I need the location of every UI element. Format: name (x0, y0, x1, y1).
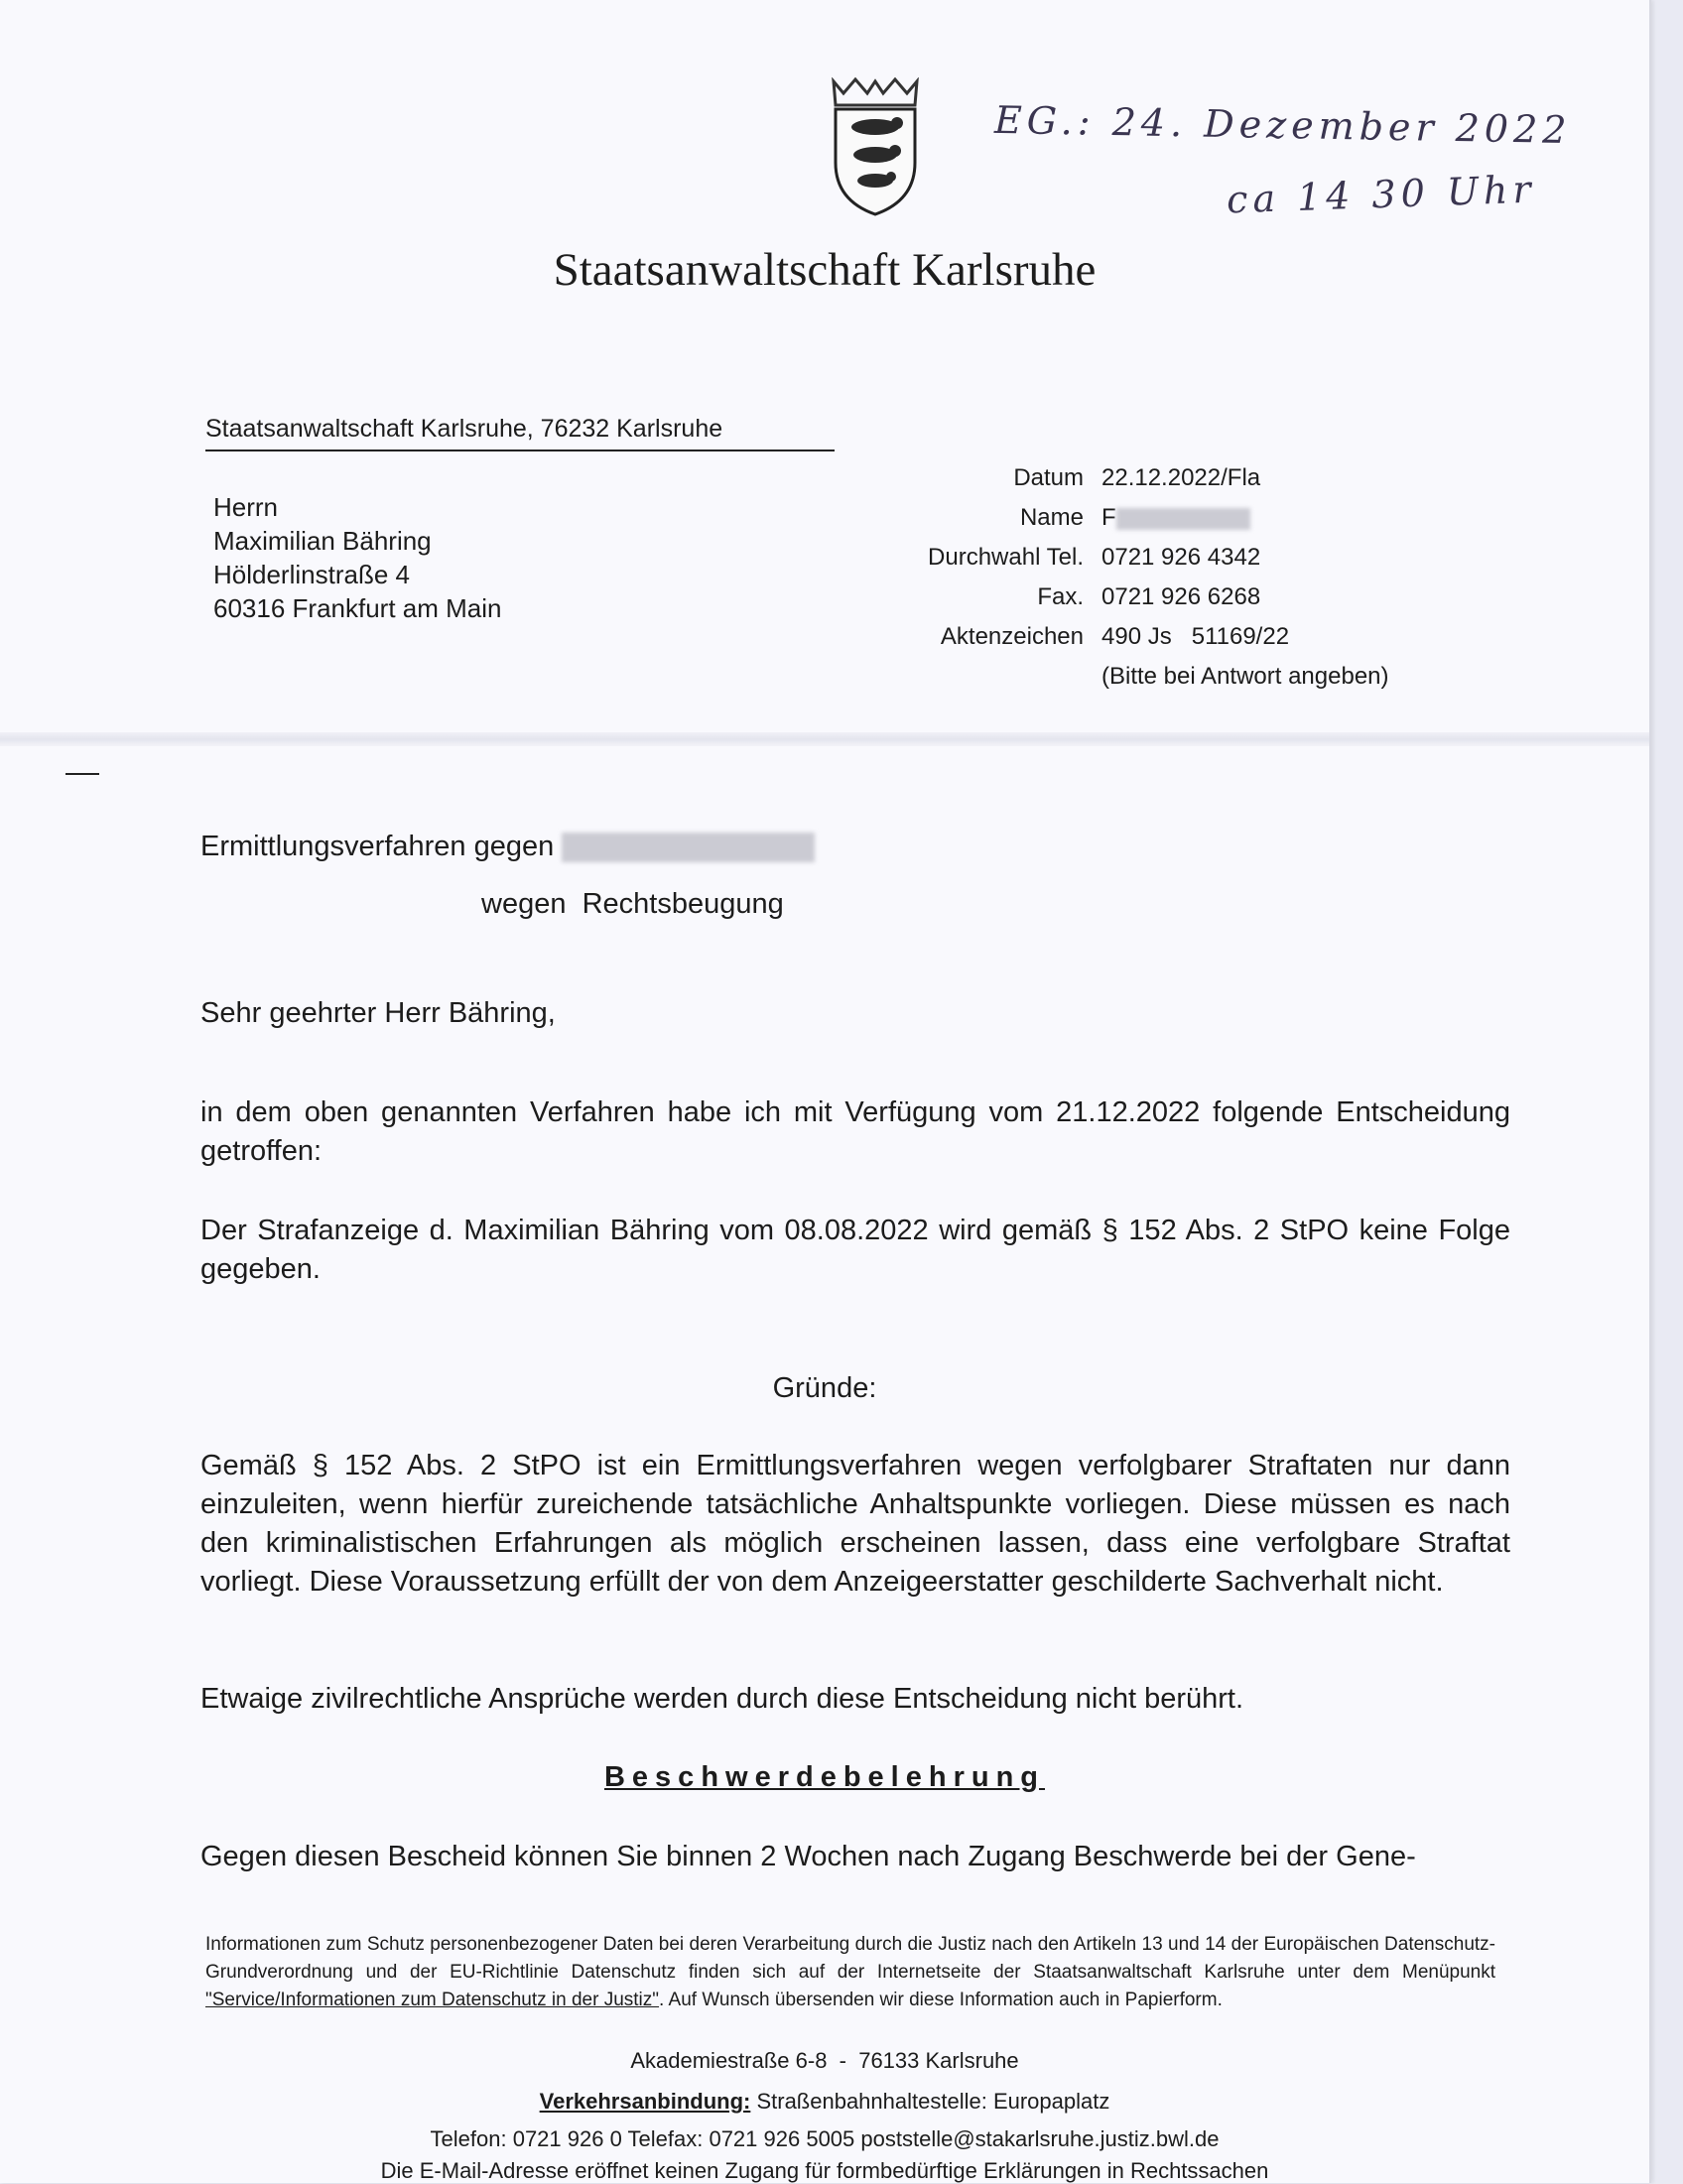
az-value: 490 Js 51169/22 (1101, 623, 1290, 650)
sender-return-address: Staatsanwaltschaft Karlsruhe, 76232 Karlsruhe (205, 415, 835, 451)
tel-value: 0721 926 4342 (1101, 544, 1261, 571)
name-value (1101, 498, 1389, 538)
fold-mark (65, 773, 99, 775)
subject-text: Ermittlungsverfahren gegen (200, 831, 555, 862)
privacy-link: "Service/Informationen zum Datenschutz in der Justiz" (205, 1990, 660, 2010)
az-label: Aktenzeichen (940, 623, 1084, 650)
paragraph-civil-claims: Etwaige zivilrechtliche Ansprüche werden durch diese Entscheidung nicht berührt. (200, 1683, 1244, 1715)
transport-label: Verkehrsanbindung: (539, 2089, 751, 2114)
name-label: Name (1019, 504, 1084, 531)
name-prefix: F (1101, 504, 1116, 531)
section-heading-appeal: Beschwerdebelehrung (603, 1761, 1046, 1793)
coat-of-arms-icon (826, 77, 925, 216)
paragraph-reasons: Gemäß § 152 Abs. 2 StPO ist ein Ermittlungsverfahren wegen verfolgbarer Straftaten nur dann einzuleiten, wenn hierfür zureichende tatsächliche Anhaltspunkte vorliegen. Diese müssen es nach den kriminalistischen Erfahrungen als möglich erscheinen lassen, dass eine verfolgbare Straftat vorliegt. Diese Voraussetzung erfüllt der von dem Anzeigeerstatter geschilderte Sachverhalt nicht. (200, 1450, 1510, 1598)
paragraph-decision: Der Strafanzeige d. Maximilian Bähring vom 08.08.2022 wird gemäß § 152 Abs. 2 StPO keine Folge gegeben. (200, 1215, 1510, 1285)
subject-offense: wegen Rechtsbeugung (481, 888, 784, 920)
section-heading-gruende: Gründe: (772, 1372, 877, 1404)
datum-label: Datum (1013, 464, 1084, 491)
paper-fold (0, 732, 1649, 746)
paragraph-appeal: Gegen diesen Bescheid können Sie binnen 2 Wochen nach Zugang Beschwerde bei der Gene- (200, 1841, 1416, 1872)
footer-contact: Telefon: 0721 926 0 Telefax: 0721 926 5005 poststelle@stakarlsruhe.justiz.bwl.de (430, 2126, 1220, 2151)
redacted-name (1116, 508, 1250, 530)
handwritten-date-note: EG.: 24. Dezember 2022 (993, 97, 1572, 153)
recipient-salutation: Herrn (213, 492, 279, 522)
az-note: (Bitte bei Antwort angeben) (1101, 663, 1389, 690)
recipient-address (213, 490, 501, 625)
fax-value: 0721 926 6268 (1101, 583, 1261, 610)
redacted-accused (562, 833, 815, 862)
recipient-city: 60316 Frankfurt am Main (213, 593, 502, 623)
meta-values (1101, 458, 1389, 697)
footer-email-note: Die E-Mail-Adresse eröffnet keinen Zugang für formbedürftige Erklärungen in Rechtssachen (380, 2158, 1269, 2183)
tel-label: Durchwahl Tel. (928, 544, 1084, 571)
privacy-text: Informationen zum Schutz personenbezogener Daten bei deren Verarbeitung durch die Justiz nach den Artikeln 13 und 14 der Europäischen Datenschutz-Grundverordnung und der EU-Richtlinie Datenschutz finden sich auf der Internetseite der Staatsanwaltschaft Karlsruhe unter dem Menüpunkt (205, 1934, 1495, 1983)
transport-value: Straßenbahnhaltestelle: Europaplatz (750, 2089, 1110, 2114)
authority-title: Staatsanwaltschaft Karlsruhe (553, 244, 1097, 296)
paragraph-decision-intro: in dem oben genannten Verfahren habe ich mit Verfügung vom 21.12.2022 folgende Entscheidung getroffen: (200, 1096, 1510, 1167)
fax-label: Fax. (1037, 583, 1084, 610)
footer-address: Akademiestraße 6-8 - 76133 Karlsruhe (630, 2048, 1019, 2073)
recipient-name: Maximilian Bähring (213, 526, 432, 556)
footer-transport (0, 2089, 1649, 2115)
privacy-text-end: . Auf Wunsch übersenden wir diese Information auch in Papierform. (659, 1990, 1223, 2010)
handwritten-time-note: ca 14 30 Uhr (1226, 167, 1537, 222)
recipient-street: Hölderlinstraße 4 (213, 560, 410, 589)
privacy-notice (205, 1931, 1495, 2014)
salutation: Sehr geehrter Herr Bähring, (200, 997, 556, 1029)
subject-line (200, 828, 815, 866)
datum-value: 22.12.2022/Fla (1101, 464, 1261, 491)
meta-labels (843, 458, 1084, 657)
